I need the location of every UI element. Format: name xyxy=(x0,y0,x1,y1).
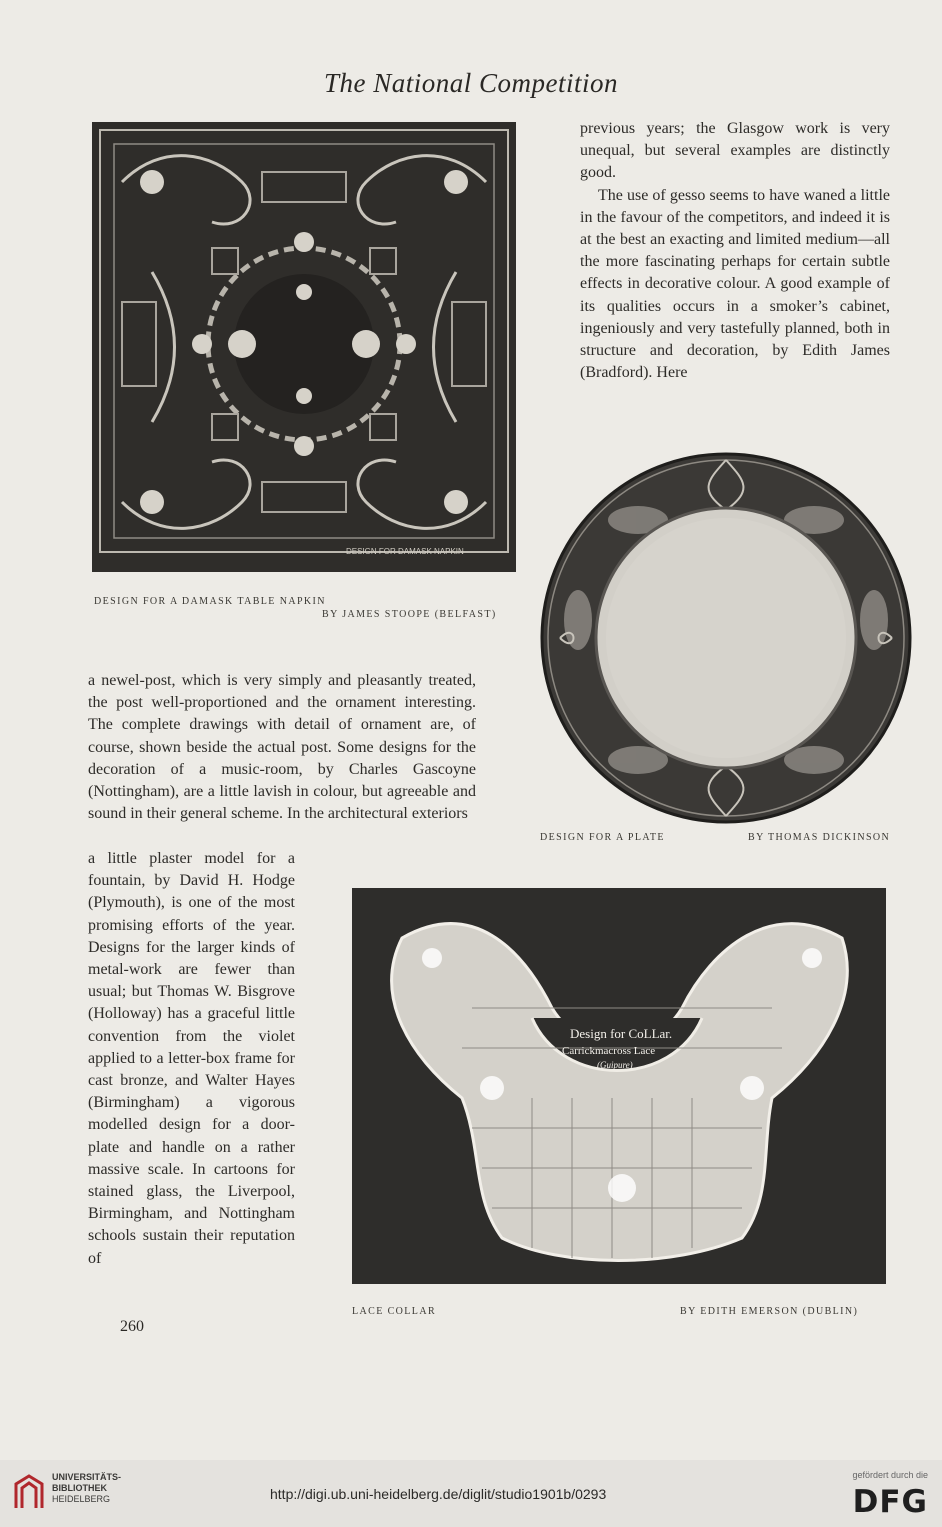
napkin-design-image xyxy=(92,122,516,572)
napkin-inscription: DESIGN FOR DAMASK NAPKIN xyxy=(346,547,464,556)
plate-caption-title: DESIGN FOR A PLATE xyxy=(540,832,665,843)
page-number: 260 xyxy=(120,1318,144,1335)
lace-pattern xyxy=(352,888,886,1284)
lace-inscription-line1: Design for CoLLar. xyxy=(570,1026,673,1041)
napkin-caption-credit: BY JAMES STOOPE (BELFAST) xyxy=(322,609,497,620)
left-narrow-text xyxy=(88,848,295,1270)
paragraph: previous years; the Glasgow work is very unequal, but several examples are distinctly good. xyxy=(580,120,890,182)
lace-caption-credit: BY EDITH EMERSON (DUBLIN) xyxy=(680,1306,859,1317)
library-logo-icon xyxy=(14,1474,44,1510)
running-head: The National Competition xyxy=(323,68,618,98)
plate-caption-credit: BY THOMAS DICKINSON xyxy=(748,832,891,843)
lace-inscription-line3: (Guipure) xyxy=(597,1060,633,1070)
paragraph: The use of gesso seems to have waned a little in the favour of the competitors, and indeed it is at the best an exacting and limited medium—all the more fascinating perhaps for certain subtle effects in decorative colour. A good example of its qualities occurs in a smoker’s cabinet, ingeniously and very tastefully planned, both in structure and decoration, by Edith James (Bradford). Here xyxy=(580,186,890,382)
library-name-line: UNIVERSITÄTS- xyxy=(52,1472,122,1482)
left-column-text xyxy=(88,670,476,825)
library-name-line: BIBLIOTHEK xyxy=(52,1483,107,1493)
paragraph: a little plaster model for a fountain, by David H. Hodge (Plymouth), is one of the most promising efforts of the year. Designs for the larger kinds of metal-work are fewer than usual; but Thomas W. Bisgrove (Holloway) has a graceful little convention from the violet applied to a letter-box frame for cast bronze, and Walter Hayes (Birmingham) a vigorous modelled design for a door-plate and handle on a rather massive scale. In cartoons for stained glass, the Liverpool, Birmingham, and Nottingham schools sustain their reputation of xyxy=(88,850,295,1267)
paragraph: a newel-post, which is very simply and pleasantly treated, the post well-proportioned and the ornament interesting. The complete drawings with detail of ornament are, of course, shown beside the actual post. Some designs for the decoration of a music-room, by Charles Gascoyne (Nottingham), are a little lavish in colour, but agreeable and sound in their general scheme. In the architectural exteriors xyxy=(88,672,476,823)
napkin-pattern xyxy=(92,122,516,572)
dfg-logo[interactable]: DFG xyxy=(852,1484,928,1520)
lace-inscription-line2: Carrickmacross Lace xyxy=(562,1045,656,1057)
plate-design-image xyxy=(538,450,914,830)
plate-pattern xyxy=(538,450,914,830)
library-name[interactable] xyxy=(52,1472,121,1505)
napkin-caption-title: DESIGN FOR A DAMASK TABLE NAPKIN xyxy=(94,596,326,607)
funded-by-label: gefördert durch die xyxy=(852,1470,928,1480)
digitization-footer xyxy=(0,1460,942,1527)
library-name-line: HEIDELBERG xyxy=(52,1494,111,1504)
permalink-url[interactable]: http://digi.ub.uni-heidelberg.de/diglit/studio1901b/0293 xyxy=(270,1486,607,1502)
lace-caption-title: LACE COLLAR xyxy=(352,1306,437,1317)
right-column-text xyxy=(580,118,890,384)
lace-collar-image xyxy=(352,888,886,1284)
